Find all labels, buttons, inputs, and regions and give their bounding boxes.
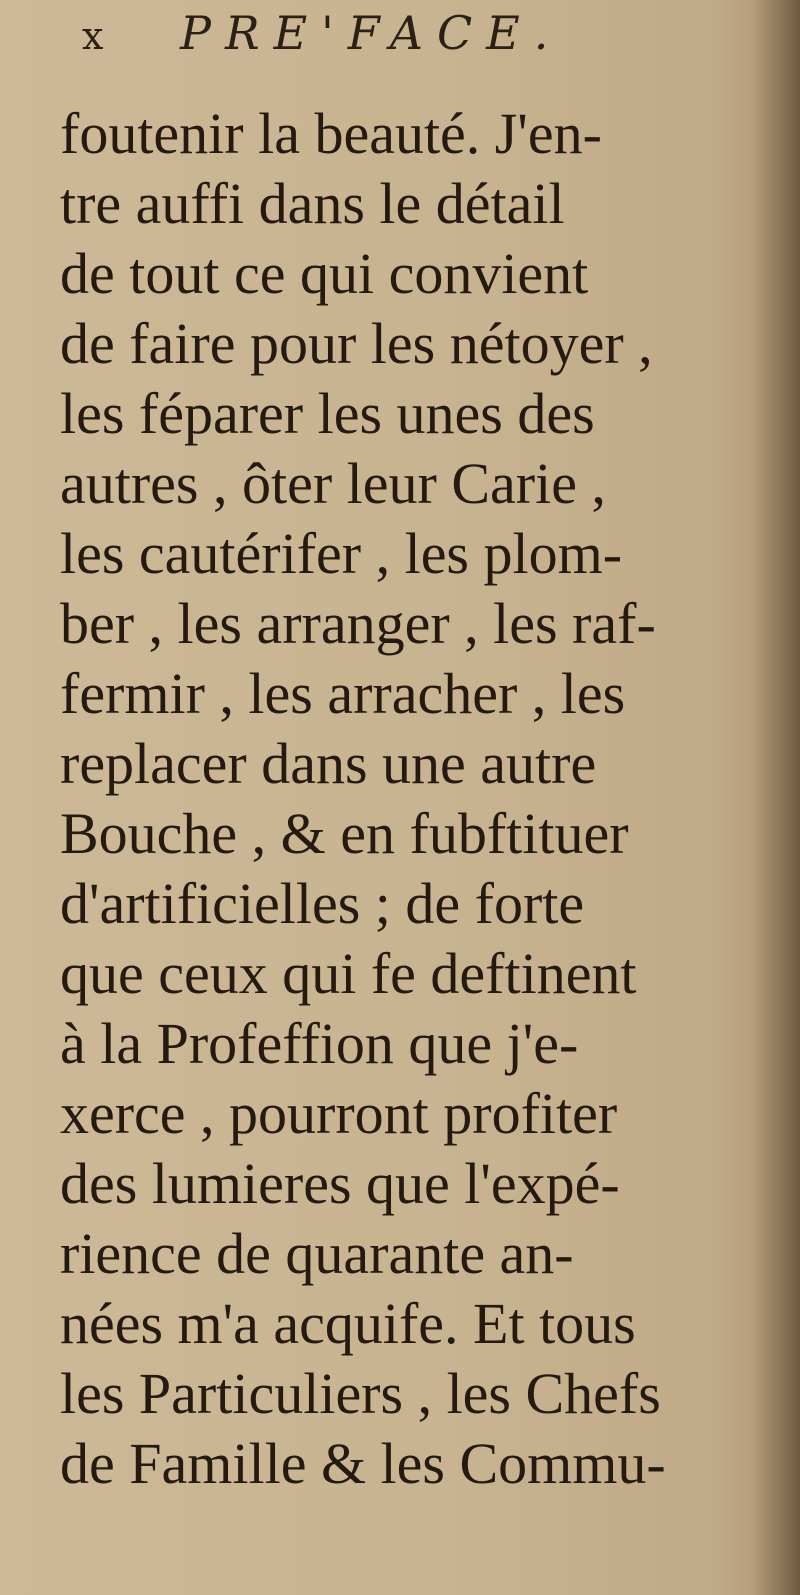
page-spine-shadow [752,0,800,1595]
text-line: les cautérifer , les plom- [60,521,623,586]
text-line: foutenir la beauté. J'en- [60,101,602,166]
text-line: Bouche , & en fubftituer [60,801,629,866]
text-line: tre auffi dans le détail [60,171,565,236]
text-line: nées m'a acquife. Et tous [60,1291,636,1356]
text-line: ber , les arranger , les raf- [60,591,656,656]
text-line: les féparer les unes des [60,381,595,446]
page-mark: x [82,14,104,58]
text-line: les Particuliers , les Chefs [60,1361,661,1426]
text-line: replacer dans une autre [60,731,597,796]
text-line: de Famille & les Commu- [60,1431,666,1496]
text-line: d'artificielles ; de forte [60,871,585,936]
text-line: de faire pour les nétoyer , [60,311,653,376]
text-line: rience de quarante an- [60,1221,574,1286]
text-line: à la Profeffion que j'e- [60,1011,579,1076]
text-line: fermir , les arracher , les [60,661,626,726]
text-line: des lumieres que l'expé- [60,1151,620,1216]
text-line: que ceux qui fe deftinent [60,941,637,1006]
text-line: autres , ôter leur Carie , [60,451,606,516]
running-header: PRE'FACE. [180,6,563,60]
text-line: xerce , pourront profiter [60,1081,618,1146]
text-line: de tout ce qui convient [60,241,589,306]
